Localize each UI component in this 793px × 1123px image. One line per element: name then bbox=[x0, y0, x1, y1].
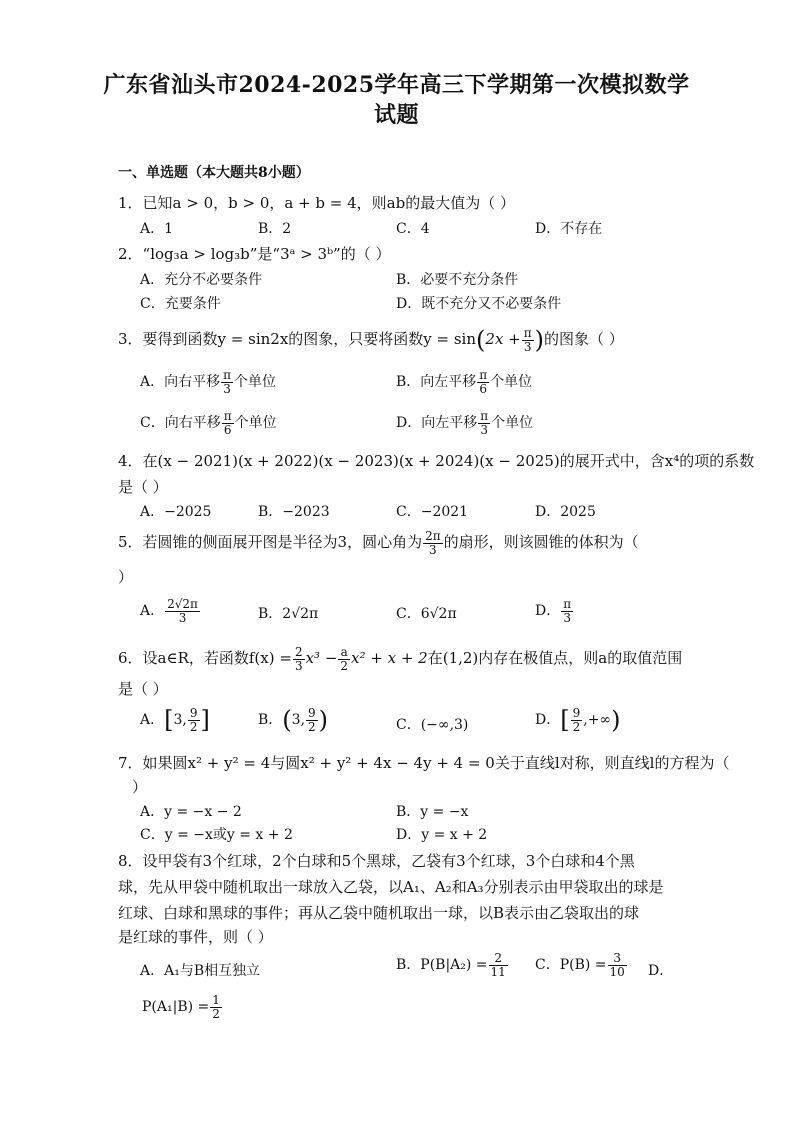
q7-option-c: C．y = −x或y = x + 2 bbox=[140, 827, 293, 843]
q5-angle-fraction: $\frac{2\pi}{3}$ bbox=[425, 529, 441, 557]
q6-option-b: B．(3, $\frac{9}{2}$ ) bbox=[258, 705, 329, 734]
paper-title-line1: 广东省汕头市2024-2025学年高三下学期第一次模拟数学 bbox=[103, 72, 690, 98]
q3-option-a: A．向右平移 $\frac{\pi}{3}$ 个单位 bbox=[140, 368, 277, 396]
question-6-stem-line2: 是（ ） bbox=[118, 680, 168, 698]
q5-option-d: D． $\frac{\pi}{3}$ bbox=[535, 597, 572, 625]
question-3-stem: 3．要得到函数y = sin2x的图象，只要将函数y = sin(2x + $\frac{\pi}{3}$ )的图象（ ） bbox=[118, 325, 624, 354]
question-8-stem-line3: 红球、白球和黑球的事件；再从乙袋中随机取出一球，以B表示由乙袋取出的球 bbox=[118, 904, 640, 922]
q4-option-b: B．−2023 bbox=[258, 504, 330, 520]
q6-option-a: A．[3, $\frac{9}{2}$ ] bbox=[140, 705, 210, 734]
q3-option-b: B．向左平移 $\frac{\pi}{6}$ 个单位 bbox=[396, 368, 533, 396]
q8-option-b: B．P(B|A₂) = $\frac{2}{11}$ bbox=[396, 951, 506, 979]
q5-option-a: A． $\frac{2√2\pi}{3}$ bbox=[140, 597, 198, 625]
q4-option-d: D．2025 bbox=[535, 504, 596, 520]
q1-option-c: C．4 bbox=[396, 221, 430, 237]
q3-stem-suffix: 的图象（ ） bbox=[544, 330, 624, 348]
q3-option-d: D．向左平移 $\frac{\pi}{3}$ 个单位 bbox=[396, 409, 534, 437]
question-2-stem: 2．“log₃a > log₃b”是“3ᵃ > 3ᵇ”的（ ） bbox=[118, 245, 391, 263]
question-8-stem-line1: 8．设甲袋有3个红球，2个白球和5个黑球，乙袋有3个红球，3个白球和4个黑 bbox=[118, 852, 635, 870]
question-8-stem-line2: 球，先从甲袋中随机取出一球放入乙袋，以A₁、A₂和A₃分别表示由甲袋取出的球是 bbox=[118, 878, 664, 896]
q4-option-a: A．−2025 bbox=[140, 504, 212, 520]
q8-option-c: C．P(B) = $\frac{3}{10}$ bbox=[535, 951, 625, 979]
q1-option-a: A．1 bbox=[140, 221, 174, 237]
q2-option-c: C．充要条件 bbox=[140, 296, 221, 312]
question-8-stem-line4: 是红球的事件，则（ ） bbox=[118, 928, 273, 946]
q5-option-c: C．6√2π bbox=[396, 606, 457, 622]
q6-option-d: D．[ $\frac{9}{2}$ ,+∞) bbox=[535, 705, 621, 734]
q7-option-a: A．y = −x − 2 bbox=[140, 804, 242, 820]
question-5-stem: 5．若圆锥的侧面展开图是半径为3，圆心角为 $\frac{2\pi}{3}$ 的扇形，则该圆锥的体积为（ bbox=[118, 529, 639, 557]
q7-option-b: B．y = −x bbox=[396, 804, 469, 820]
q3-paren-open: ( bbox=[476, 326, 486, 354]
q7-option-d: D．y = x + 2 bbox=[396, 827, 488, 843]
question-7-stem-line1: 7．如果圆x² + y² = 4与圆x² + y² + 4x − 4y + 4 = 0关于直线l对称，则直线l的方程为（ bbox=[118, 754, 730, 772]
question-7-stem-line2: ） bbox=[132, 778, 148, 796]
q2-option-d: D．既不充分又不必要条件 bbox=[396, 296, 562, 312]
q8-option-d-label: D． bbox=[648, 963, 674, 979]
question-1-stem: 1．已知a > 0，b > 0，a + b = 4，则ab的最大值为（ ） bbox=[118, 194, 515, 212]
q1-option-d: D．不存在 bbox=[535, 221, 603, 237]
q3-option-c: C．向右平移 $\frac{\pi}{6}$ 个单位 bbox=[140, 409, 277, 437]
question-6-stem: 6．设a∈R，若函数f(x) = $\frac{2}{3}$ x³ − $\frac{a}{2}$ x² + x + 2在(1,2)内存在极值点，则a的取值范围 bbox=[118, 645, 683, 673]
q5-option-b: B．2√2π bbox=[258, 606, 319, 622]
question-4-stem-line1: 4．在(x − 2021)(x + 2022)(x − 2023)(x + 2024)(x − 2025)的展开式中，含x⁴的项的系数 bbox=[118, 452, 755, 470]
q8-option-d: P(A₁|B) = $\frac{1}{2}$ bbox=[142, 993, 220, 1021]
paper-title-line2: 试题 bbox=[373, 102, 419, 128]
q2-option-a: A．充分不必要条件 bbox=[140, 272, 263, 288]
section-heading: 一、单选题（本大题共8小题） bbox=[118, 165, 310, 181]
q3-paren-close: ) bbox=[534, 326, 545, 354]
q8-option-a: A．A₁与B相互独立 bbox=[140, 963, 261, 979]
q3-fraction: $\frac{\pi}{3}$ bbox=[523, 325, 532, 354]
q2-option-b: B．必要不充分条件 bbox=[396, 272, 519, 288]
q6-option-c: C．(−∞,3) bbox=[396, 717, 469, 733]
q1-option-b: B．2 bbox=[258, 221, 292, 237]
question-4-stem-line2: 是（ ） bbox=[118, 478, 168, 496]
question-5-stem-line2: ） bbox=[118, 568, 134, 586]
q3-stem-prefix: 3．要得到函数y = sin2x的图象，只要将函数y = sin bbox=[118, 330, 477, 348]
q4-option-c: C．−2021 bbox=[396, 504, 469, 520]
